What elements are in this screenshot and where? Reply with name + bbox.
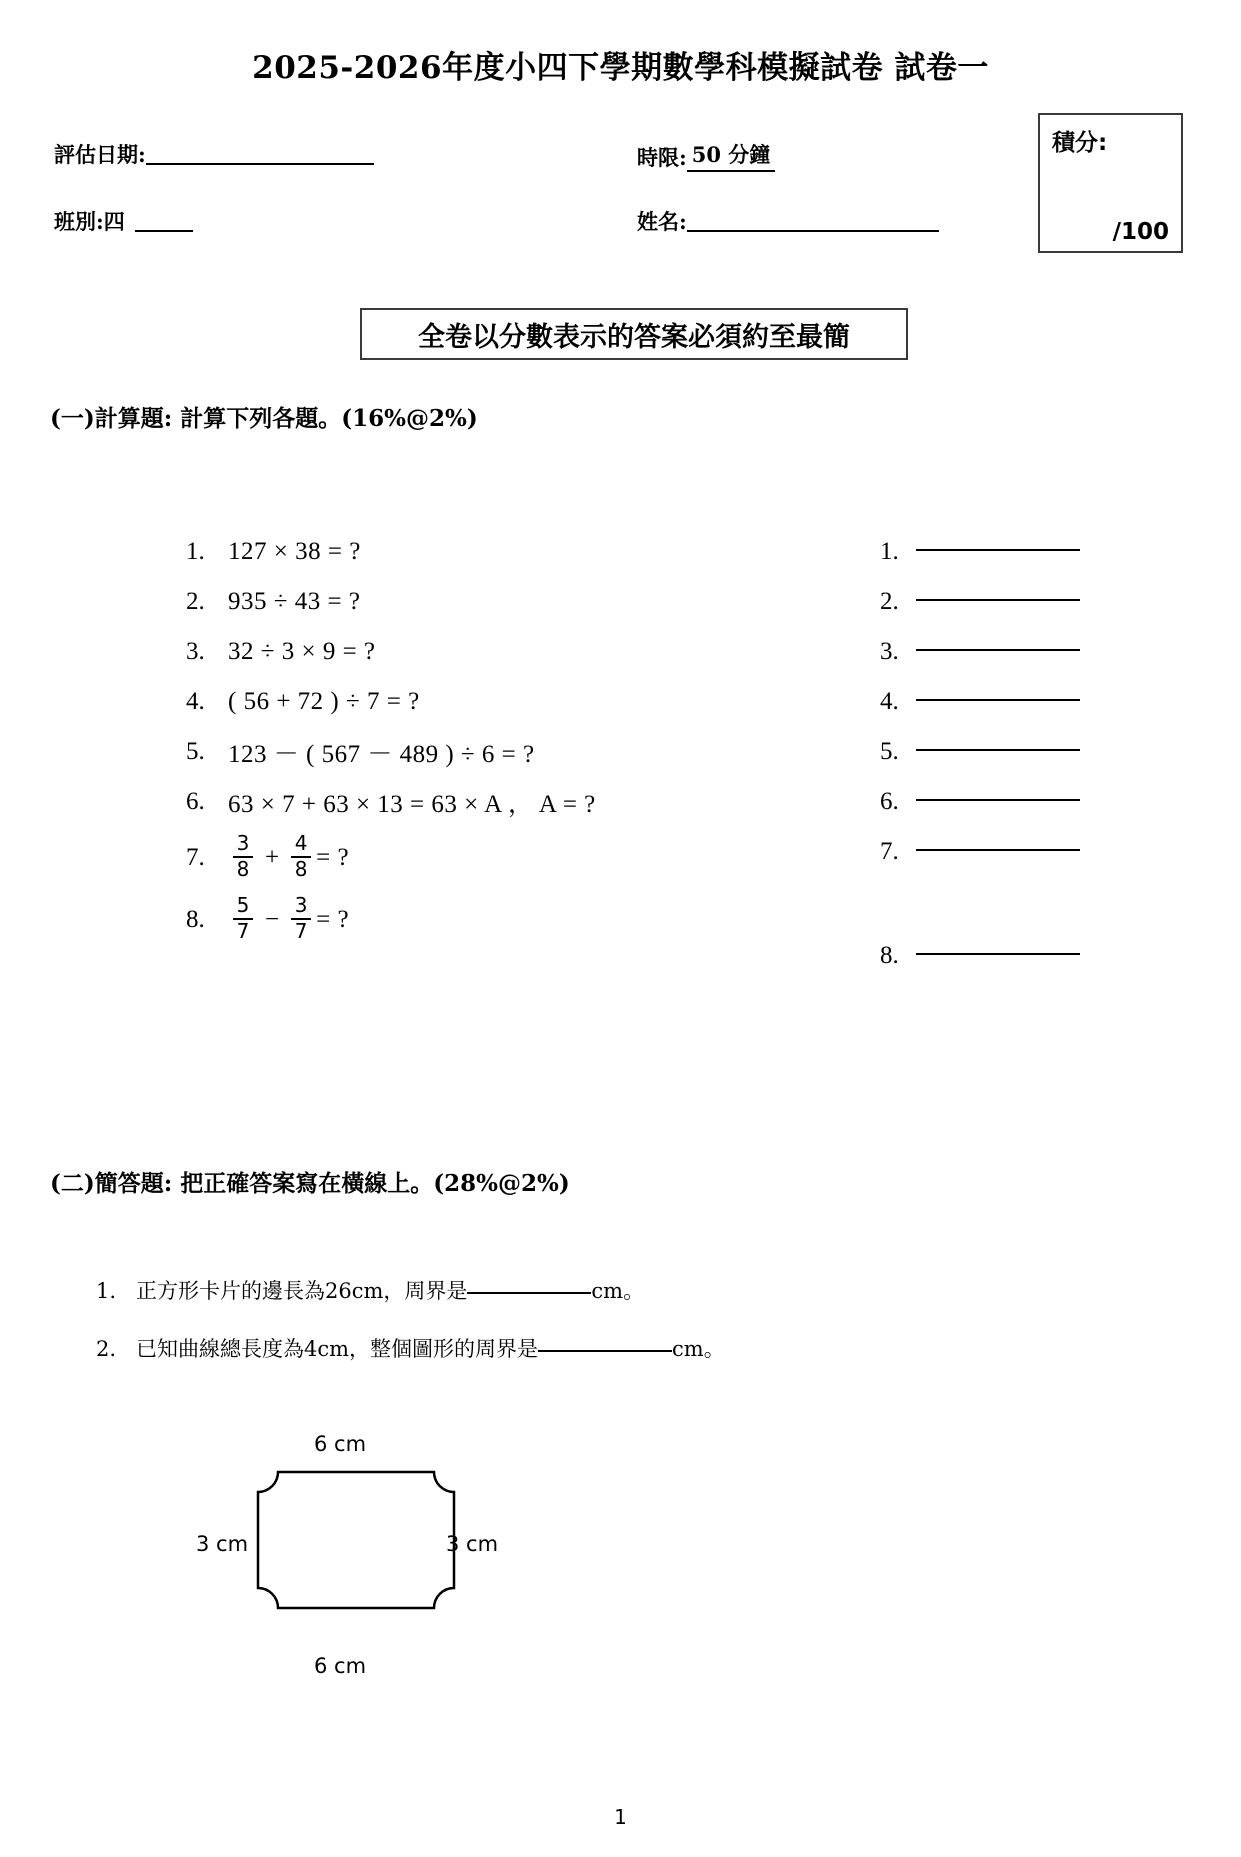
- answer-blank[interactable]: [916, 848, 1080, 851]
- computation-problem-5: [186, 727, 826, 777]
- figure-label-right: 3 cm: [446, 1532, 499, 1556]
- problem-number: 4.: [186, 688, 205, 715]
- computation-problem-2: [186, 577, 826, 627]
- figure-label-bottom: 6 cm: [314, 1654, 367, 1678]
- time-limit-label: 時限:: [637, 145, 687, 170]
- score-label: 積分:: [1052, 130, 1108, 156]
- instruction-notice-box: [360, 308, 908, 360]
- answer-line-3: [880, 627, 1140, 677]
- problem-expression: 123 － ( 567 － 489 ) ÷ 6 = ?: [228, 741, 535, 768]
- answer-number: 8.: [880, 942, 899, 969]
- answer-line-6: [880, 777, 1140, 827]
- answer-number: 4.: [880, 688, 899, 715]
- problem-expression: 935 ÷ 43 = ?: [228, 588, 361, 615]
- answer-blank[interactable]: [916, 548, 1080, 551]
- fraction-denominator: 7: [294, 919, 308, 943]
- answer-number: 6.: [880, 788, 899, 815]
- section-1-heading: (一)計算題: 計算下列各題。(16%@2%): [50, 405, 478, 432]
- problem-expression: 32 ÷ 3 × 9 = ?: [228, 638, 376, 665]
- question-answer-blank[interactable]: [538, 1349, 672, 1352]
- assessment-date-blank[interactable]: [146, 162, 374, 165]
- student-name-field: [637, 206, 939, 236]
- computation-problem-6: [186, 777, 826, 827]
- fraction-denominator: 8: [236, 857, 250, 881]
- answer-number: 2.: [880, 588, 899, 615]
- figure-label-top: 6 cm: [314, 1432, 367, 1456]
- computation-problem-1: [186, 527, 826, 577]
- answer-line-5: [880, 727, 1140, 777]
- question-text-after: cm。: [591, 1279, 645, 1303]
- score-total-label: /100: [1112, 219, 1169, 245]
- problem-expression: 127 × 38 = ?: [228, 538, 361, 565]
- answer-line-4: [880, 677, 1140, 727]
- fraction-denominator: 8: [294, 857, 308, 881]
- problem-number: 7.: [186, 844, 205, 871]
- fraction-right: [291, 895, 311, 942]
- geometry-figure: [196, 1432, 536, 1682]
- fraction-left: [233, 833, 253, 880]
- page-number: 1: [614, 1805, 627, 1829]
- fraction-operator: +: [265, 844, 280, 871]
- time-limit-value: 50 分鐘: [687, 139, 776, 172]
- answer-line-8: [880, 931, 1140, 981]
- fraction-left: [233, 895, 253, 942]
- answer-blank[interactable]: [916, 598, 1080, 601]
- short-answer-question-2: [96, 1333, 1096, 1391]
- problem-number: 1.: [186, 538, 205, 565]
- fraction-numerator: 5: [236, 893, 250, 918]
- problem-tail: = ?: [316, 906, 350, 933]
- answer-blank-list: [880, 527, 1140, 981]
- score-box: [1038, 113, 1183, 253]
- problem-number: 8.: [186, 906, 205, 933]
- problem-number: 5.: [186, 738, 205, 765]
- answer-number: 3.: [880, 638, 899, 665]
- problem-number: 2.: [186, 588, 205, 615]
- fraction-right: [291, 833, 311, 880]
- fraction-operator: −: [265, 906, 280, 933]
- computation-problem-3: [186, 627, 826, 677]
- problem-expression: 63 × 7 + 63 × 13 = 63 × A ， A = ?: [228, 791, 596, 818]
- question-number: 1.: [96, 1279, 117, 1303]
- answer-line-2: [880, 577, 1140, 627]
- fraction-denominator: 7: [236, 919, 250, 943]
- concave-corner-rectangle-shape: [256, 1470, 456, 1610]
- class-field: [54, 206, 193, 236]
- answer-number: 5.: [880, 738, 899, 765]
- page-title: 2025-2026年度小四下學期數學科模擬試卷 試卷一: [252, 50, 989, 86]
- answer-blank[interactable]: [916, 748, 1080, 751]
- answer-blank[interactable]: [916, 698, 1080, 701]
- computation-problem-8: [186, 889, 826, 951]
- short-answer-question-1: [96, 1275, 1096, 1333]
- question-number: 2.: [96, 1337, 117, 1361]
- figure-label-left: 3 cm: [196, 1532, 249, 1556]
- answer-blank[interactable]: [916, 952, 1080, 955]
- answer-line-1: [880, 527, 1140, 577]
- question-text-before: 已知曲線總長度為4cm，整個圖形的周界是: [136, 1337, 539, 1361]
- answer-blank[interactable]: [916, 798, 1080, 801]
- student-name-label: 姓名:: [637, 209, 687, 234]
- assessment-date-label: 評估日期:: [54, 142, 146, 167]
- problem-tail: = ?: [316, 844, 350, 871]
- instruction-notice-text: 全卷以分數表示的答案必須約至最簡: [418, 321, 850, 353]
- class-blank[interactable]: [135, 229, 193, 232]
- computation-problem-list: [186, 527, 826, 951]
- fraction-numerator: 4: [294, 831, 308, 856]
- time-limit-field: [637, 139, 775, 172]
- problem-expression: ( 56 + 72 ) ÷ 7 = ?: [228, 688, 420, 715]
- question-text-before: 正方形卡片的邊長為26cm，周界是: [136, 1279, 468, 1303]
- assessment-date-field: [54, 139, 374, 169]
- fraction-numerator: 3: [236, 831, 250, 856]
- section-2-heading: (二)簡答題: 把正確答案寫在橫線上。(28%@2%): [50, 1170, 570, 1197]
- answer-number: 7.: [880, 838, 899, 865]
- computation-problem-4: [186, 677, 826, 727]
- question-text-after: cm。: [672, 1337, 725, 1361]
- computation-problem-7: [186, 827, 826, 889]
- question-answer-blank[interactable]: [467, 1291, 591, 1294]
- answer-number: 1.: [880, 538, 899, 565]
- problem-number: 3.: [186, 638, 205, 665]
- short-answer-list: [96, 1275, 1096, 1391]
- problem-number: 6.: [186, 788, 205, 815]
- answer-blank[interactable]: [916, 648, 1080, 651]
- answer-line-7: [880, 827, 1140, 877]
- student-name-blank[interactable]: [687, 229, 939, 232]
- class-label: 班別:四: [54, 209, 125, 234]
- fraction-numerator: 3: [294, 893, 308, 918]
